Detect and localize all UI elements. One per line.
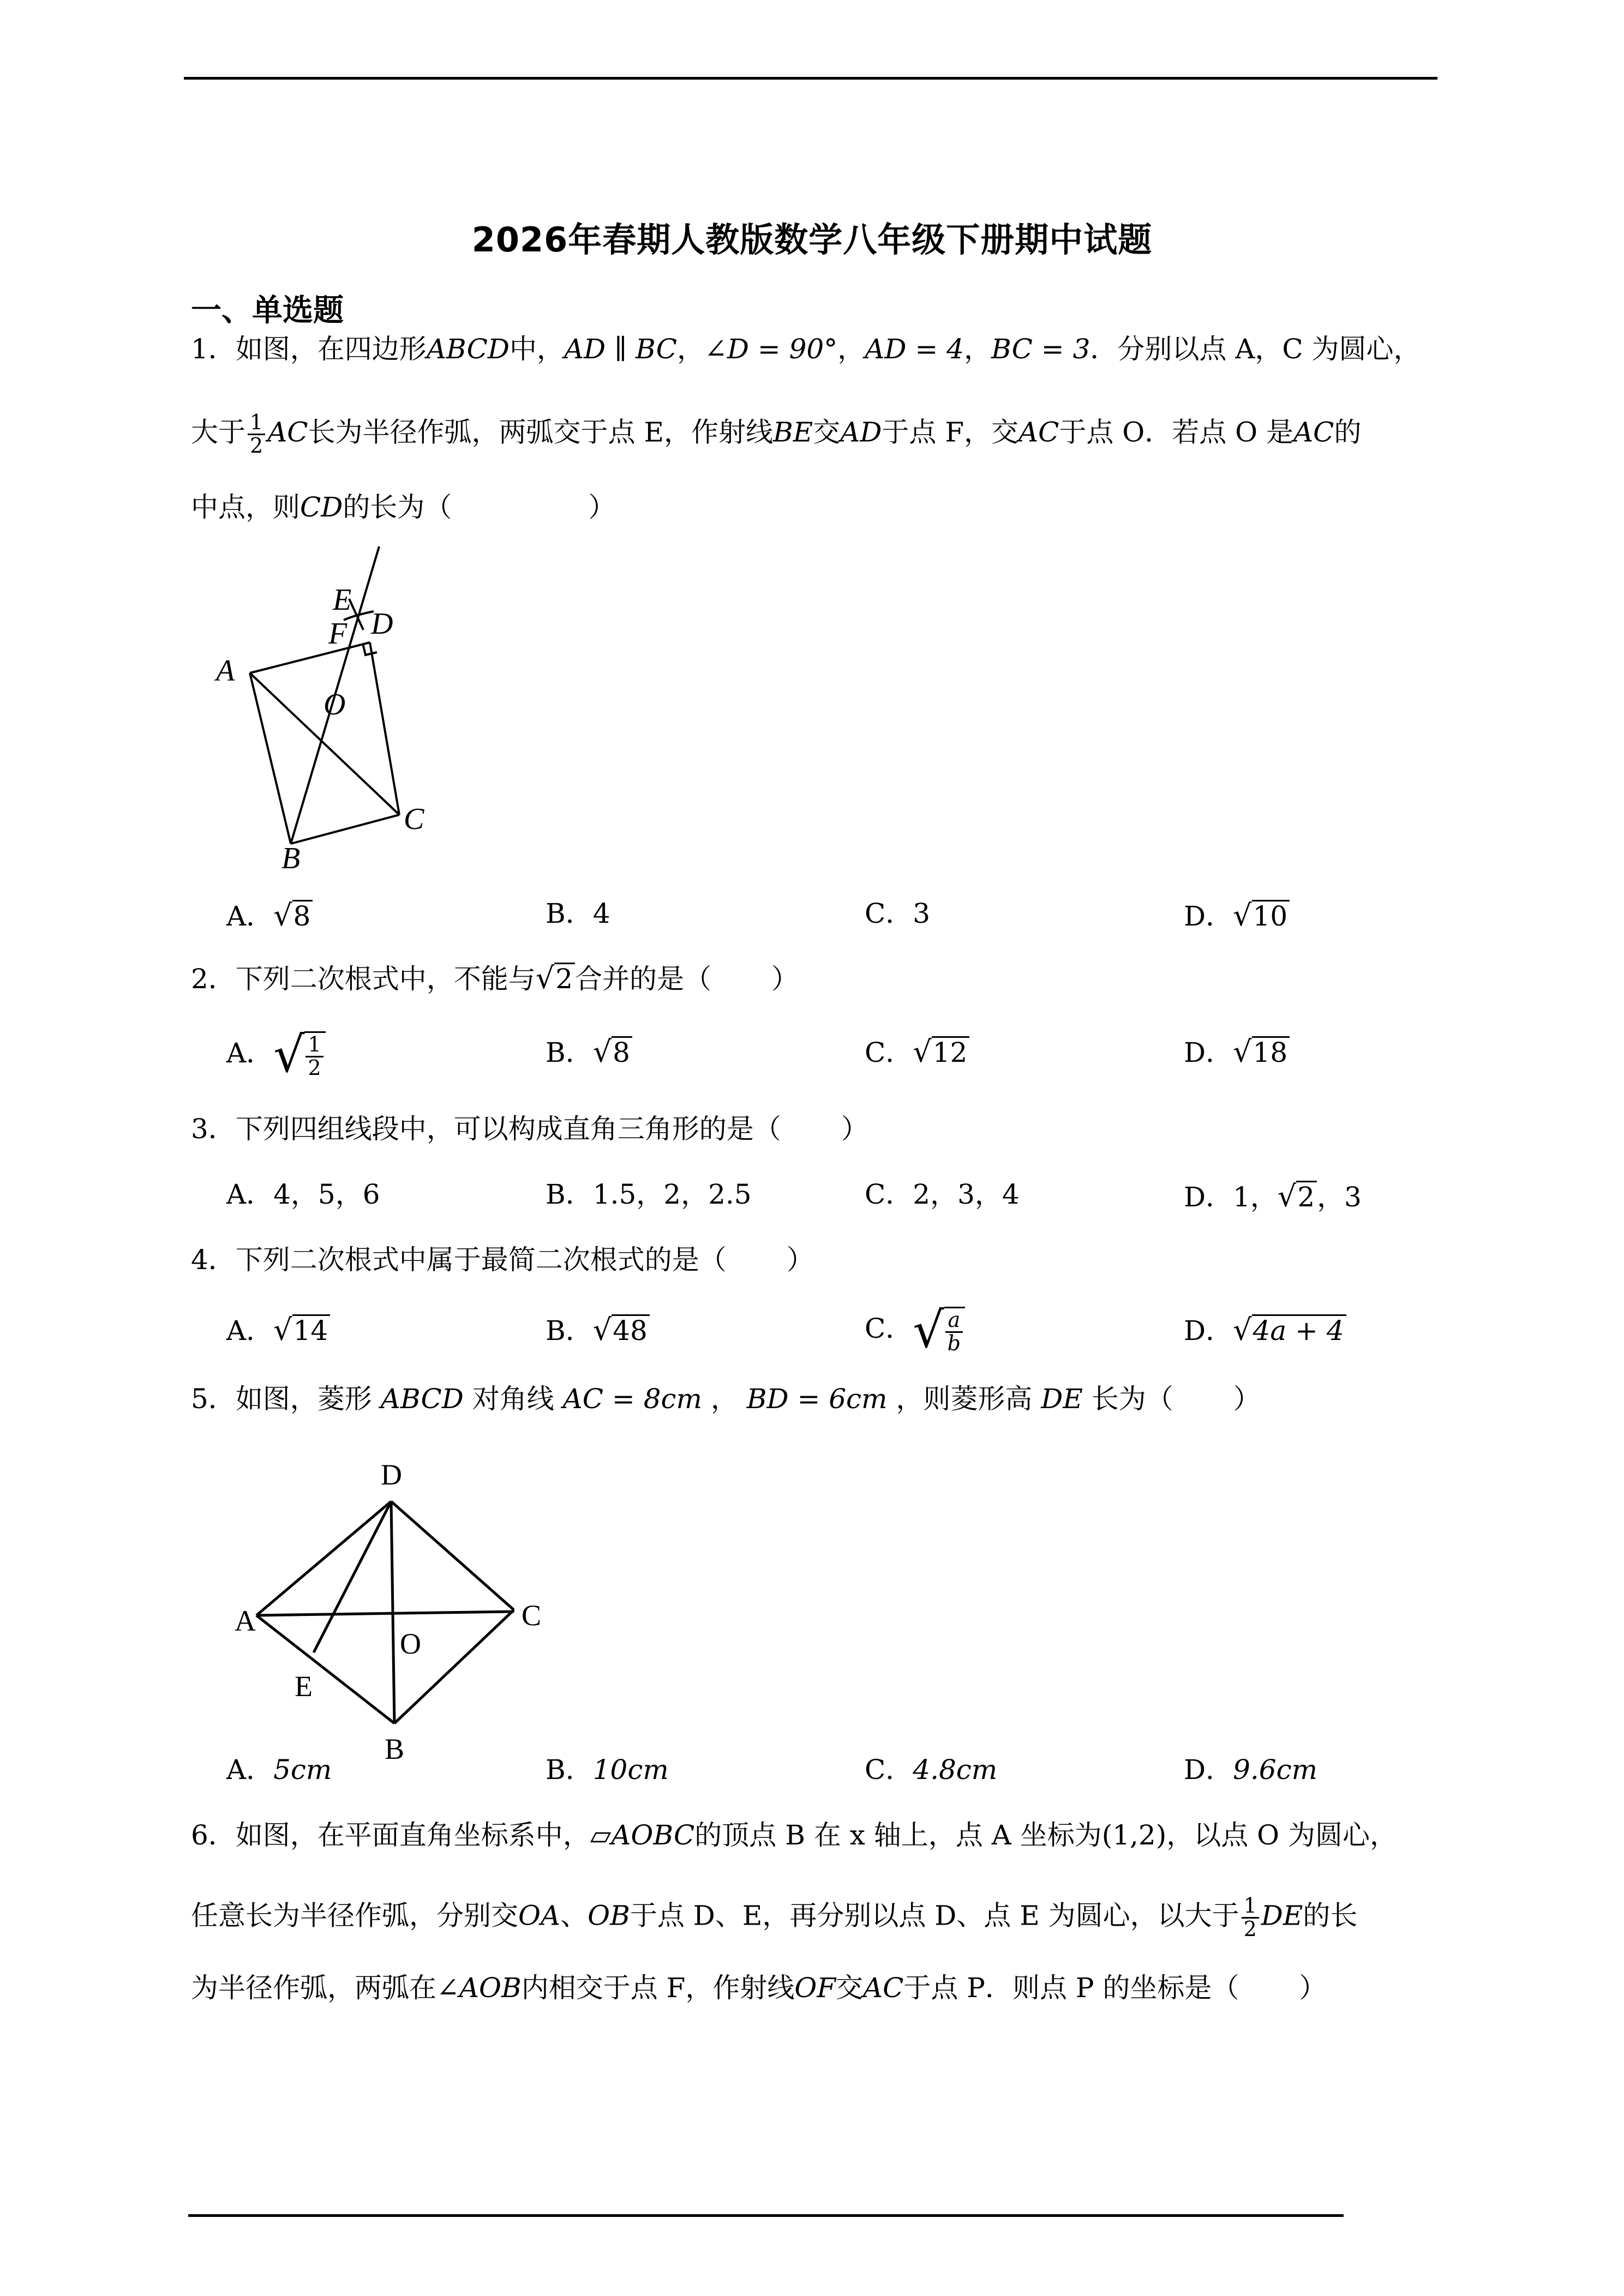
q2-option-a[interactable]: A．√ $\frac{1}{2}$	[226, 1031, 326, 1080]
label-F: F	[328, 617, 347, 651]
q6-line-2: 任意长为半径作弧，分别交OA、OB于点 D、E，再分别以点 D、点 E 为圆心，以大于 $\frac{1}{2}$ DE的长	[191, 1894, 1358, 1941]
q6-line-3: 为半径作弧，两弧在∠AOB内相交于点 F，作射线OF交AC于点 P．则点 P 的坐标是（ ）	[191, 1972, 1327, 2004]
q2-option-c[interactable]: C．√12	[865, 1036, 969, 1067]
q5-stem: 5．如图，菱形 ABCD 对角线 AC = 8cm ， BD = 6cm ，则菱形高 DE 长为（ ）	[191, 1383, 1261, 1415]
q1-option-c[interactable]: C．3	[865, 898, 931, 929]
label-E: E	[333, 583, 352, 617]
label-D: D	[381, 1458, 402, 1491]
q3-option-b[interactable]: B．1.5，2，2.5	[546, 1179, 752, 1210]
q5-option-c[interactable]: C．4.8cm	[865, 1754, 998, 1786]
q4-stem: 4．下列二次根式中属于最简二次根式的是（ ）	[191, 1244, 814, 1276]
q5-figure	[218, 1440, 600, 1765]
diagonal-AC	[256, 1612, 514, 1615]
label-B: B	[385, 1733, 405, 1765]
q4-option-c[interactable]: C．√ $\frac{a}{b}$	[865, 1306, 965, 1355]
sqrt-icon: √10	[1233, 900, 1290, 930]
label-E: E	[295, 1670, 313, 1703]
label-C: C	[522, 1599, 542, 1632]
q4-option-a[interactable]: A．√14	[226, 1314, 330, 1345]
side-AD	[256, 1501, 391, 1615]
question-number: 1．	[191, 333, 236, 365]
q1-option-b[interactable]: B．4	[546, 898, 610, 929]
fraction-half: $\frac{1}{2}$	[248, 412, 265, 457]
q3-stem: 3．下列四组线段中，可以构成直角三角形的是（ ）	[191, 1113, 868, 1145]
q3-option-c[interactable]: C．2，3，4	[865, 1179, 1020, 1210]
q1-figure	[191, 534, 573, 873]
side-DC	[391, 1501, 514, 1610]
label-O: O	[400, 1627, 421, 1660]
q4-option-d[interactable]: D．√4a + 4	[1184, 1314, 1346, 1345]
segment-BA	[250, 673, 291, 844]
segment-DC	[370, 642, 399, 815]
diagonal-DB	[391, 1501, 394, 1723]
parallelogram-symbol: ▱AOBC	[590, 1819, 695, 1851]
section-heading: 一、单选题	[191, 293, 344, 328]
q2-option-b[interactable]: B．√8	[546, 1036, 632, 1067]
q5-option-b[interactable]: B．10cm	[546, 1754, 669, 1786]
label-A: A	[235, 1604, 256, 1637]
segment-CB	[291, 815, 399, 844]
q5-option-d[interactable]: D．9.6cm	[1184, 1754, 1318, 1786]
q5-option-a[interactable]: A．5cm	[226, 1754, 332, 1786]
q6-line-1: 6．如图，在平面直角坐标系中，▱AOBC的顶点 B 在 x 轴上，点 A 坐标为(1,2)，以点 O 为圆心，	[191, 1819, 1398, 1851]
header-rule	[184, 77, 1437, 80]
q4-option-b[interactable]: B．√48	[546, 1314, 650, 1345]
q1-line-3: 中点，则CD的长为（ ）	[191, 491, 616, 523]
page-title: 2026年春期人教版数学八年级下册期中试题	[471, 220, 1153, 260]
sqrt-icon: √8	[273, 900, 313, 930]
label-C: C	[404, 802, 424, 836]
q1-option-a[interactable]: A．√8	[226, 900, 313, 930]
label-D: D	[371, 607, 393, 641]
height-DE	[314, 1501, 391, 1652]
segment-AD	[250, 642, 370, 673]
q3-option-a[interactable]: A．4，5，6	[226, 1179, 380, 1210]
q1-option-d[interactable]: D．√10	[1184, 900, 1290, 930]
footer-rule	[188, 2214, 1344, 2217]
sqrt-icon: √2	[536, 963, 575, 993]
sqrt-icon: √ $\frac{1}{2}$	[273, 1031, 326, 1080]
q2-option-d[interactable]: D．√18	[1184, 1036, 1290, 1067]
label-A: A	[216, 654, 235, 688]
q1-line-2: 大于 $\frac{1}{2}$ AC长为半径作弧，两弧交于点 E，作射线BE交AD于点 F，交AC于点 O．若点 O 是AC的	[191, 410, 1362, 458]
q3-option-d[interactable]: D．1，√2，3	[1184, 1179, 1362, 1213]
label-O: O	[323, 688, 346, 722]
fraction-half: $\frac{1}{2}$	[1242, 1895, 1259, 1940]
label-B: B	[281, 842, 301, 875]
q1-line-1: 1．如图，在四边形ABCD中，AD ∥ BC，∠D = 90°，AD = 4，BC = 3．分别以点 A，C 为圆心，	[191, 333, 1421, 365]
q2-stem: 2．下列二次根式中，不能与√2合并的是（ ）	[191, 961, 799, 995]
